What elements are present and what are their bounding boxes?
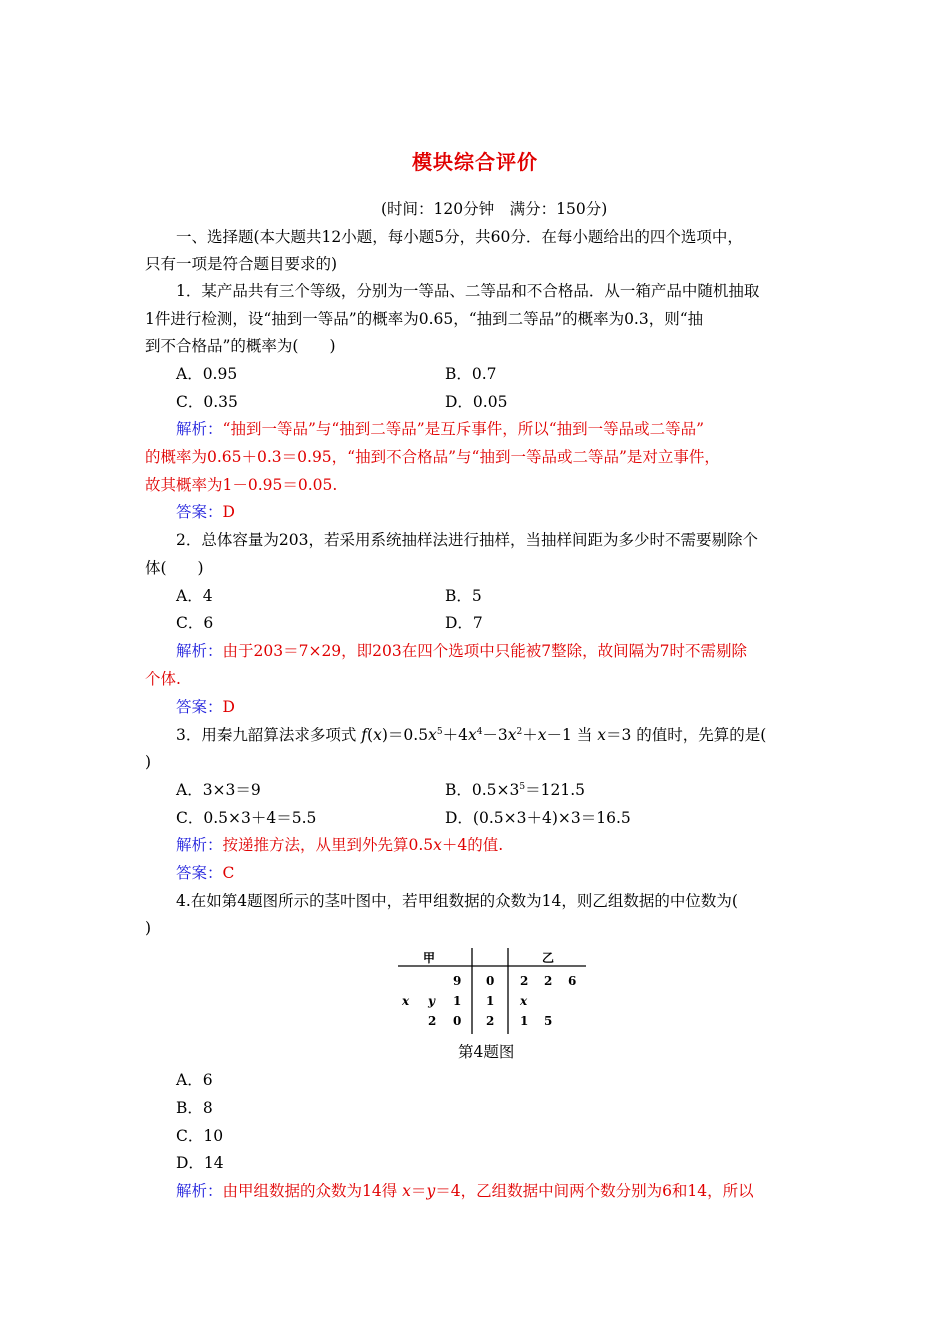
q3-text-post: ＝3 的值时，先算的是( [606,726,767,744]
q1-analysis-text1: “抽到一等品”与“抽到二等品”是互斥事件，所以“抽到一等品或二等品” [222,420,705,438]
q3-analysis-post: ＋4的值. [441,836,504,854]
q2-answer-label: 答案： [176,698,223,716]
q1-analysis-line1 [176,419,704,439]
q4-option-c: C．10 [176,1127,224,1145]
q3-analysis-label: 解析： [176,836,223,854]
stem-r2: 1 [486,994,495,1008]
exam-time-info: (时间：120分钟 满分：150分) [381,200,608,218]
right-leaf-r1-2: 2 [544,974,553,988]
q2-analysis-label: 解析： [176,642,223,660]
q4-analysis-eq: ＝ [410,1182,427,1200]
q4-analysis [176,1181,754,1201]
q1-option-c: C．0.35 [176,393,238,411]
q3-p4: －1 当 [546,726,598,744]
stem-leaf-plot [396,946,588,1038]
left-leaf-r3-2: 0 [453,1014,462,1028]
left-leaf-r2-1: x [402,994,410,1008]
q3-x3: x [507,726,517,744]
q3-stem-line2: ) [145,753,152,771]
page-title: 模块综合评价 [412,150,538,174]
q3-p3: ＋ [522,726,538,744]
q4-analysis-pre: 由甲组数据的众数为14得 [222,1182,403,1200]
q2-option-b: B．5 [445,587,482,605]
left-group-header: 甲 [423,951,436,965]
q2-option-c: C．6 [176,614,214,632]
q1-option-d: D．0.05 [445,393,508,411]
q3-p1: ＋4 [442,726,468,744]
left-leaf-r2-2: y [428,994,435,1008]
q1-analysis-line3: 故其概率为1－0.95＝0.05. [145,476,338,494]
q3-answer-label: 答案： [176,864,223,882]
left-leaf-r3-1: 2 [428,1014,437,1028]
q3-analysis-pre: 按递推方法，从里到外先算0.5 [222,836,434,854]
q3-option-b-post: ＝121.5 [525,781,585,799]
figure-caption: 第4题图 [458,1043,515,1061]
q2-analysis-line1 [176,641,747,661]
q1-option-b: B．0.7 [445,365,497,383]
left-leaf-r1-1: 9 [453,974,462,988]
q4-stem-line2: ) [145,919,152,937]
q1-answer [176,502,235,522]
q2-answer-value: D [222,698,235,716]
q2-answer [176,697,235,717]
q1-stem-line2: 1件进行检测，设“抽到一等品”的概率为0.65，“抽到二等品”的概率为0.3，则“抽 [145,310,704,328]
q3-x1: x [428,726,437,744]
q4-stem-line1: 4.在如第4题图所示的茎叶图中，若甲组数据的众数为14，则乙组数据的中位数为( [176,892,738,910]
q3-fx-var: x [373,726,382,744]
q2-stem-line2: 体( ) [145,559,204,577]
q3-analysis-x: x [433,836,442,854]
q1-analysis-label: 解析： [176,420,223,438]
q2-option-a: A．4 [176,587,213,605]
q3-stem-line1 [176,725,766,745]
q3-exp3: 2 [516,727,523,737]
q2-analysis-text1: 由于203＝7×29，即203在四个选项中只能被7整除，故间隔为7时不需剔除 [222,642,747,660]
q2-stem-line1: 2．总体容量为203，若采用系统抽样法进行抽样，当抽样间距为多少时不需要剔除个 [176,531,758,549]
q3-answer [176,863,234,883]
left-leaf-r2-3: 1 [453,994,462,1008]
q4-analysis-label: 解析： [176,1182,223,1200]
q4-option-a: A．6 [176,1071,213,1089]
right-leaf-r1-1: 2 [520,974,529,988]
q3-paren-open: ( [367,726,374,744]
right-leaf-r3-1: 1 [520,1014,529,1028]
q3-option-b-exp: 5 [519,782,526,792]
right-group-header: 乙 [542,951,555,965]
right-leaf-r2-1: x [520,994,528,1008]
q1-answer-label: 答案： [176,503,223,521]
q3-eq: ＝0.5 [387,726,429,744]
q2-option-d: D．7 [445,614,483,632]
q3-analysis [176,835,503,855]
q3-x5: x [597,726,607,744]
stem-r3: 2 [486,1014,495,1028]
q4-analysis-y: y [426,1182,436,1200]
q1-analysis-line2: 的概率为0.65＋0.3＝0.95，“抽到不合格品”与“抽到一等品或二等品”是对立事件， [145,448,720,466]
q3-text-pre: 3．用秦九韶算法求多项式 [176,726,362,744]
q1-stem-line3: 到不合格品”的概率为( ) [145,337,336,355]
q4-option-d: D．14 [176,1154,224,1172]
stem-r1: 0 [486,974,495,988]
q3-exp1: 5 [436,727,443,737]
q3-option-c: C．0.5×3＋4＝5.5 [176,809,317,827]
q1-option-a: A．0.95 [176,365,238,383]
q3-exp2: 4 [476,727,483,737]
right-leaf-r3-2: 5 [544,1014,553,1028]
q1-answer-value: D [222,503,235,521]
q1-stem-line1: 1．某产品共有三个等级，分别为一等品、二等品和不合格品．从一箱产品中随机抽取 [176,282,760,300]
q3-option-b [445,780,585,800]
right-leaf-r1-3: 6 [568,974,577,988]
q3-option-b-pre: B．0.5×3 [445,781,520,799]
q3-x4: x [537,726,547,744]
q4-option-b: B．8 [176,1099,213,1117]
q4-analysis-x: x [402,1182,411,1200]
q3-option-a: A．3×3＝9 [176,781,261,799]
section-heading-line2: 只有一项是符合题目要求的) [145,255,338,273]
q3-option-d: D．(0.5×3＋4)×3＝16.5 [445,809,631,827]
q3-x2: x [467,726,477,744]
q2-analysis-line2: 个体. [145,670,181,688]
q3-fx-name: f [361,726,368,744]
q3-paren-close: ) [381,726,388,744]
section-heading-line1: 一、选择题(本大题共12小题，每小题5分，共60分．在每小题给出的四个选项中， [176,228,743,246]
q3-p2: －3 [482,726,508,744]
q3-answer-value: C [222,864,235,882]
q4-analysis-post: ＝4，乙组数据中间两个数分别为6和14，所以 [435,1182,754,1200]
